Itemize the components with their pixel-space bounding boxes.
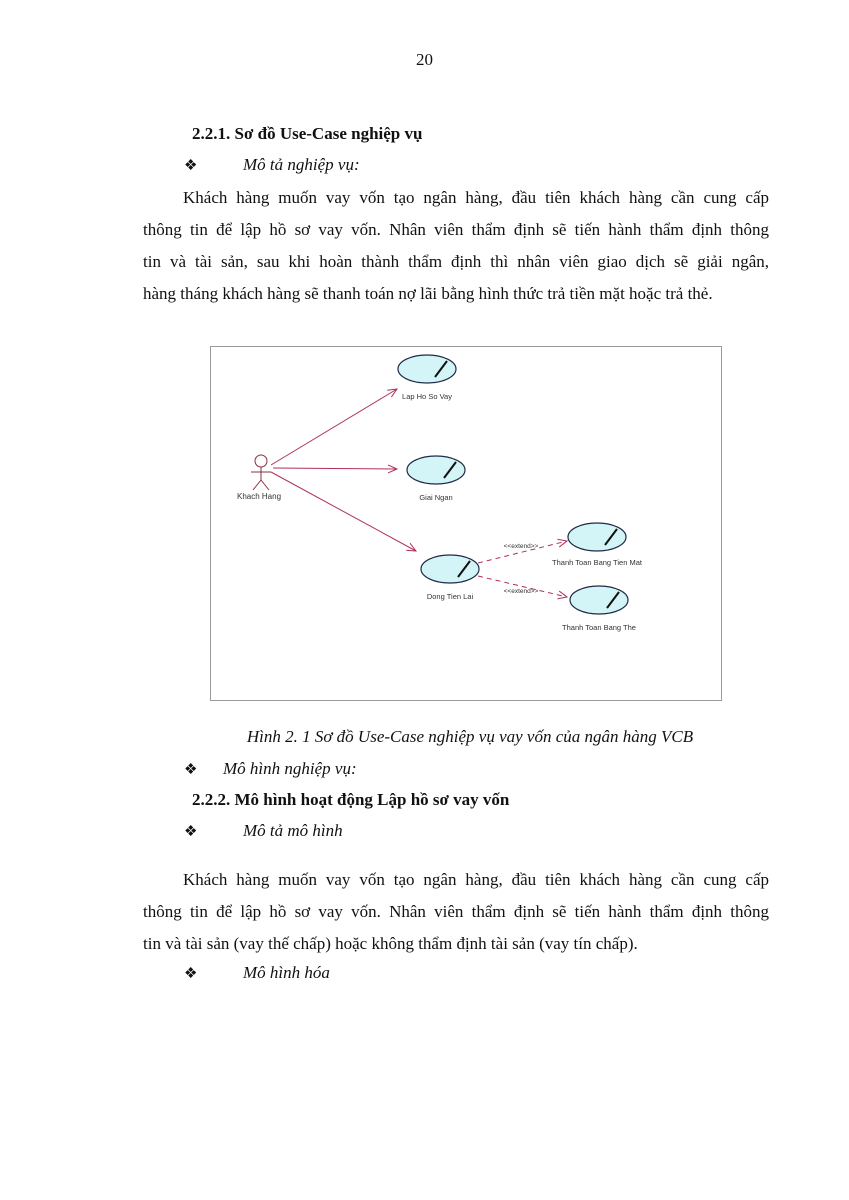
diamond-bullet-icon: ❖ xyxy=(184,158,198,174)
section-heading-2-2-1: 2.2.1. Sơ đồ Use-Case nghiệp vụ xyxy=(192,124,423,143)
svg-text:Thanh Toan Bang The: Thanh Toan Bang The xyxy=(562,623,636,632)
svg-text:Dong Tien Lai: Dong Tien Lai xyxy=(426,592,474,601)
page-number: 20 xyxy=(416,50,433,69)
actor-label: Khach Hang xyxy=(236,492,282,501)
paragraph-line: hàng tháng khách hàng sẽ thanh toán nợ lãi bằng hình thức trả tiền mặt hoặc trả thẻ. xyxy=(143,284,713,303)
association-lap-ho-so xyxy=(271,389,397,465)
paragraph-line: thông tin để lập hồ sơ vay vốn. Nhân viên thẩm định sẽ tiến hành thẩm định thông xyxy=(143,220,769,239)
figure-caption: Hình 2. 1 Sơ đồ Use-Case nghiệp vụ vay vốn của ngân hàng VCB xyxy=(246,727,694,746)
use-case-diagram xyxy=(211,347,721,700)
use-case-dong-tien-lai xyxy=(421,555,479,601)
use-case-lap-ho-so-vay xyxy=(398,355,456,401)
use-case-thanh-toan-the xyxy=(562,586,636,632)
bullet-item-mo-hinh-nghiep-vu xyxy=(184,759,197,779)
bullet-label-mo-hinh-nghiep-vu: Mô hình nghiệp vụ: xyxy=(223,759,357,778)
svg-text:Thanh Toan Bang Tien Mat: Thanh Toan Bang Tien Mat xyxy=(552,558,642,567)
diamond-bullet-icon: ❖ xyxy=(184,966,198,982)
diamond-bullet-icon: ❖ xyxy=(184,762,198,778)
paragraph-line: tin và tài sản, sau khi hoàn thành thẩm định thì nhân viên giao dịch sẽ giải ngân, xyxy=(143,252,769,271)
bullet-label-mo-ta-mo-hinh: Mô tả mô hình xyxy=(243,821,343,840)
paragraph-line: Khách hàng muốn vay vốn tạo ngân hàng, đầu tiên khách hàng cần cung cấp xyxy=(183,188,769,207)
svg-text:Giai Ngan: Giai Ngan xyxy=(419,493,453,502)
use-case-thanh-toan-tien-mat xyxy=(552,523,643,567)
bullet-label-mo-ta-nghiep-vu: Mô tả nghiệp vụ: xyxy=(243,155,360,174)
use-case-diagram-figure xyxy=(210,346,722,701)
extend-label-1: <<extend>> xyxy=(503,543,539,550)
paragraph-line: Khách hàng muốn vay vốn tạo ngân hàng, đầu tiên khách hàng cần cung cấp xyxy=(183,870,769,889)
bullet-label-mo-hinh-hoa: Mô hình hóa xyxy=(243,963,330,982)
association-dong-tien-lai xyxy=(271,472,416,551)
paragraph-model-description xyxy=(143,864,769,960)
actor-khach-hang-icon xyxy=(251,455,271,490)
bullet-item-mo-ta-nghiep-vu xyxy=(184,155,197,175)
bullet-item-mo-ta-mo-hinh xyxy=(184,821,197,841)
paragraph-business-description xyxy=(143,182,769,310)
diamond-bullet-icon: ❖ xyxy=(184,824,198,840)
paragraph-line: tin và tài sản (vay thế chấp) hoặc không thẩm định tài sản (vay tín chấp). xyxy=(143,934,638,953)
bullet-item-mo-hinh-hoa xyxy=(184,963,197,983)
svg-text:Lap Ho So Vay: Lap Ho So Vay xyxy=(402,392,452,401)
extend-label-2: <<extend>> xyxy=(503,588,539,595)
section-heading-2-2-2: 2.2.2. Mô hình hoạt động Lập hồ sơ vay vốn xyxy=(192,790,510,809)
use-case-giai-ngan xyxy=(407,456,465,502)
paragraph-line: thông tin để lập hồ sơ vay vốn. Nhân viên thẩm định sẽ tiến hành thẩm định thông xyxy=(143,902,769,921)
association-giai-ngan xyxy=(273,468,397,469)
